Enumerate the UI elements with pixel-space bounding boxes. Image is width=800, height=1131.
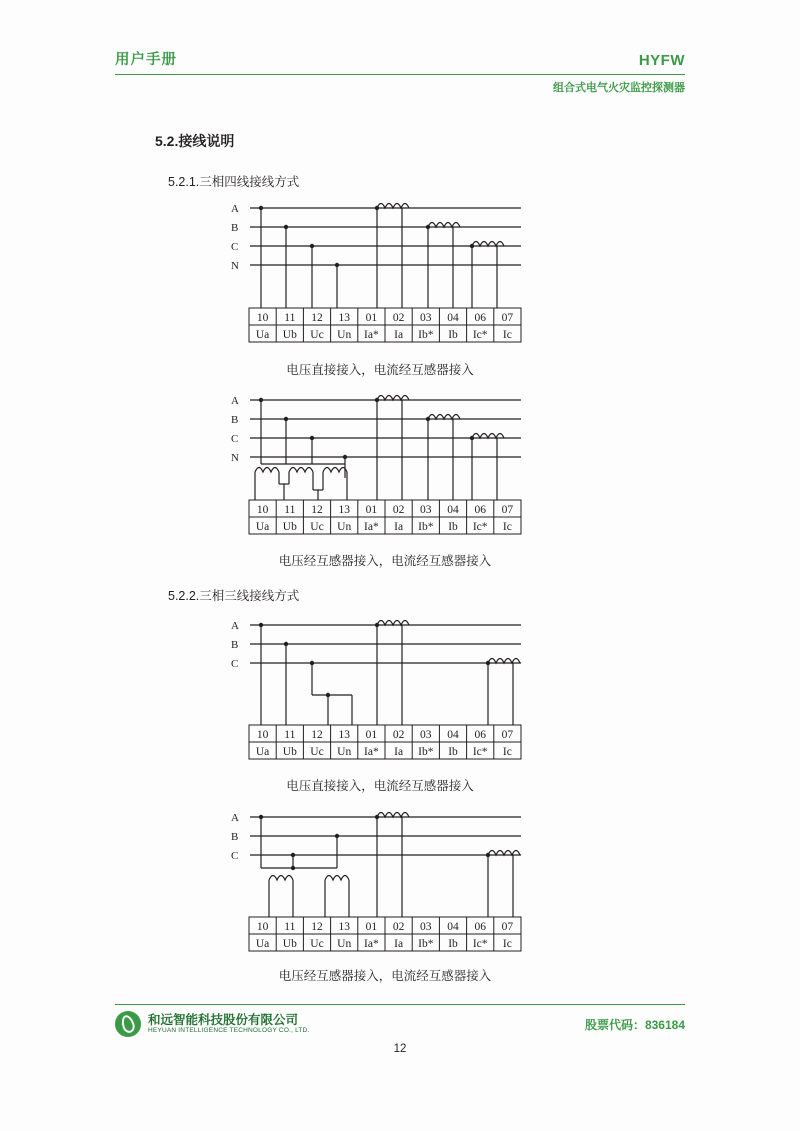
diagram-caption-2: 电压经互感器接入，电流经互感器接入	[278, 554, 492, 568]
header-right-title: HYFW	[638, 52, 685, 69]
phase-label-a: A	[231, 620, 239, 632]
terminal-name: Un	[337, 521, 352, 533]
phase-label-b: B	[231, 222, 239, 234]
phase-label-n: N	[231, 260, 239, 272]
terminal-number: 01	[365, 729, 378, 741]
terminal-number: 06	[474, 504, 486, 516]
terminal-name: Ia	[394, 746, 404, 758]
terminal-number: 10	[256, 312, 269, 324]
terminal-name: Ib	[448, 521, 458, 533]
terminal-number: 11	[284, 921, 296, 933]
footer-row	[115, 1011, 685, 1037]
terminal-number: 12	[311, 504, 323, 516]
terminal-name: Un	[337, 938, 352, 950]
terminal-name: Ub	[282, 521, 297, 533]
wiring-diagram-2	[225, 388, 535, 548]
terminal-name: Ic*	[472, 521, 488, 533]
terminal-number: 04	[447, 729, 459, 741]
phase-label-a: A	[231, 812, 239, 824]
phase-label-c: C	[231, 850, 239, 862]
terminal-number: 02	[392, 921, 405, 933]
phase-label-b: B	[231, 414, 239, 426]
terminal-number: 13	[338, 729, 350, 741]
phase-label-n: N	[231, 452, 239, 464]
header-row	[115, 48, 685, 69]
terminal-number: 11	[284, 729, 296, 741]
terminal-number: 13	[338, 504, 350, 516]
footer-divider	[115, 1004, 685, 1005]
terminal-number: 06	[474, 729, 486, 741]
terminal-name: Ib	[448, 329, 458, 341]
terminal-number: 03	[420, 504, 432, 516]
company-brand	[115, 1011, 310, 1037]
subsection-heading-2: 5.2.2.三相三线接线方式	[168, 589, 300, 603]
terminal-number: 11	[284, 312, 296, 324]
terminal-number: 03	[420, 921, 432, 933]
terminal-name: Ic	[502, 521, 512, 533]
phase-label-b: B	[231, 639, 239, 651]
company-name-cn: 和远智能科技股份有限公司	[148, 1013, 299, 1028]
terminal-name: Ib*	[418, 329, 434, 341]
phase-label-c: C	[231, 241, 239, 253]
company-logo-icon	[115, 1011, 141, 1037]
terminal-number: 07	[501, 312, 514, 324]
phase-label-b: B	[231, 831, 239, 843]
terminal-name: Uc	[310, 521, 324, 533]
wiring-diagram-4	[225, 805, 535, 965]
terminal-number: 06	[474, 312, 486, 324]
terminal-number: 02	[392, 312, 405, 324]
terminal-name: Ib*	[418, 938, 434, 950]
terminal-name: Ic*	[472, 938, 488, 950]
terminal-name: Ua	[255, 329, 270, 341]
terminal-name: Ub	[282, 938, 297, 950]
terminal-number: 02	[392, 504, 405, 516]
terminal-number: 06	[474, 921, 486, 933]
terminal-name: Uc	[310, 329, 324, 341]
terminal-number: 10	[256, 729, 269, 741]
terminal-name: Ib	[448, 938, 458, 950]
terminal-number: 12	[311, 312, 323, 324]
subsection-heading-1: 5.2.1.三相四线接线方式	[168, 175, 300, 189]
terminal-number: 07	[501, 921, 514, 933]
terminal-number: 04	[447, 312, 459, 324]
terminal-name: Uc	[310, 938, 324, 950]
terminal-name: Ib	[448, 746, 458, 758]
terminal-number: 10	[256, 921, 269, 933]
terminal-name: Ia*	[364, 521, 379, 533]
terminal-number: 13	[338, 921, 350, 933]
page-number: 12	[393, 1043, 407, 1055]
wiring-diagram-1	[225, 196, 535, 356]
header-divider	[115, 74, 685, 75]
terminal-name: Ua	[255, 746, 270, 758]
terminal-name: Ia*	[364, 329, 379, 341]
terminal-name: Ua	[255, 938, 270, 950]
phase-label-c: C	[231, 433, 239, 445]
terminal-name: Ic*	[472, 746, 488, 758]
section-heading: 5.2.接线说明	[155, 133, 235, 149]
terminal-name: Ib*	[418, 746, 434, 758]
company-name-block	[148, 1013, 310, 1035]
terminal-name: Ub	[282, 329, 297, 341]
terminal-number: 04	[447, 504, 459, 516]
terminal-number: 01	[365, 312, 378, 324]
terminal-name: Ia*	[364, 938, 379, 950]
terminal-name: Un	[337, 329, 352, 341]
diagram-caption-4: 电压经互感器接入，电流经互感器接入	[278, 969, 492, 983]
terminal-name: Un	[337, 746, 352, 758]
terminal-name: Ia	[394, 521, 404, 533]
terminal-number: 01	[365, 921, 378, 933]
phase-label-a: A	[231, 203, 239, 215]
page-footer	[115, 1004, 685, 1037]
terminal-number: 02	[392, 729, 405, 741]
terminal-number: 12	[311, 729, 323, 741]
wiring-diagram-3	[225, 613, 535, 773]
diagram-caption-1: 电压直接接入，电流经互感器接入	[286, 363, 474, 377]
terminal-number: 10	[256, 504, 269, 516]
company-name-en: HEYUAN INTELLIGENCE TECHNOLOGY CO., LTD.	[148, 1027, 310, 1035]
phase-label-a: A	[231, 395, 239, 407]
terminal-number: 07	[501, 729, 514, 741]
terminal-name: Ia*	[364, 746, 379, 758]
terminal-number: 03	[420, 729, 432, 741]
diagram-caption-3: 电压直接接入，电流经互感器接入	[286, 779, 474, 793]
stock-code: 股票代码：836184	[584, 1017, 685, 1032]
terminal-number: 12	[311, 921, 323, 933]
terminal-name: Ic*	[472, 329, 488, 341]
terminal-name: Ua	[255, 521, 270, 533]
terminal-name: Ub	[282, 746, 297, 758]
terminal-number: 04	[447, 921, 459, 933]
terminal-number: 03	[420, 312, 432, 324]
terminal-number: 01	[365, 504, 378, 516]
header-left-title: 用户手册	[115, 52, 177, 68]
page-header	[115, 48, 685, 95]
phase-label-c: C	[231, 658, 239, 670]
terminal-name: Ic	[502, 938, 512, 950]
terminal-number: 13	[338, 312, 350, 324]
terminal-number: 07	[501, 504, 514, 516]
terminal-name: Ic	[502, 329, 512, 341]
terminal-name: Uc	[310, 746, 324, 758]
terminal-number: 11	[284, 504, 296, 516]
terminal-name: Ia	[394, 938, 404, 950]
terminal-name: Ib*	[418, 521, 434, 533]
terminal-name: Ic	[502, 746, 512, 758]
terminal-name: Ia	[394, 329, 404, 341]
header-subtitle: 组合式电气火灾监控探测器	[553, 82, 685, 94]
